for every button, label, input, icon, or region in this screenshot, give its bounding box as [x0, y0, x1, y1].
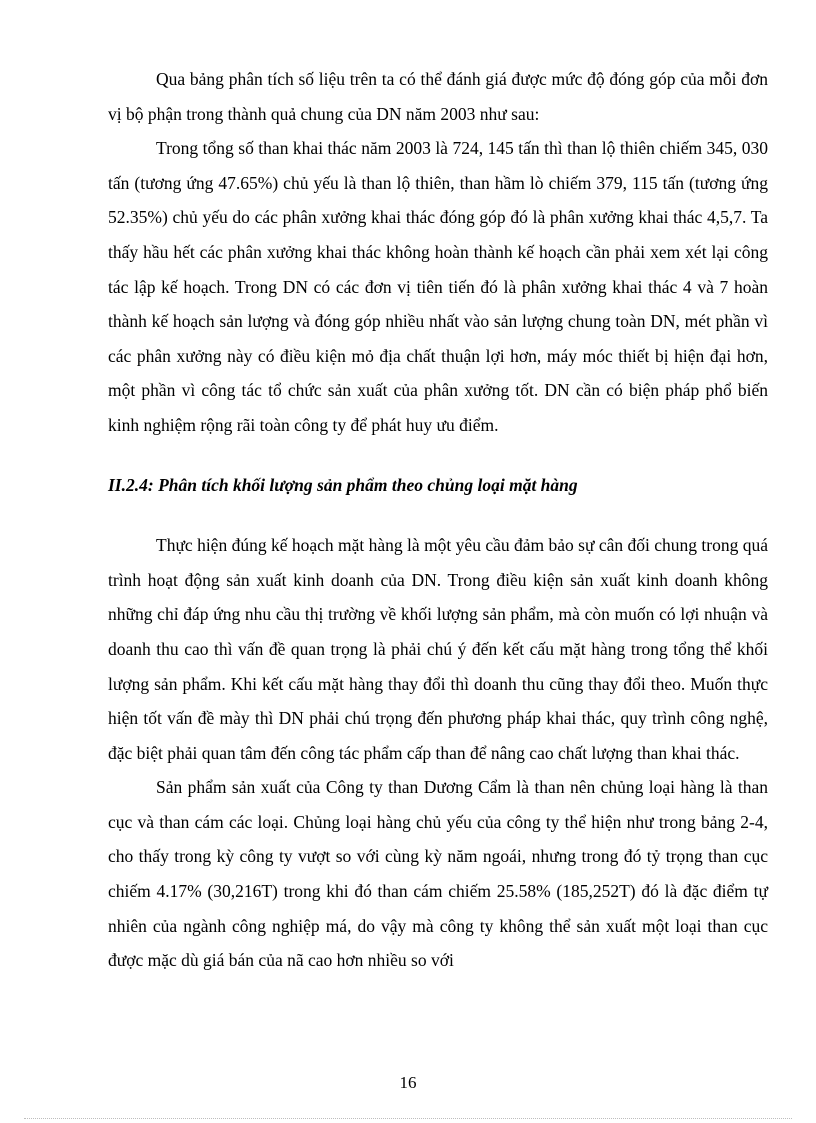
page-number: 16 — [399, 1073, 417, 1092]
section-heading: II.2.4: Phân tích khối lượng sản phẩm theo chủng loại mặt hàng — [108, 474, 578, 495]
body-paragraph: Thực hiện đúng kế hoạch mặt hàng là một yêu cầu đảm bảo sự cân đối chung trong quá trình hoạt động sản xuất kinh doanh của DN. Trong điều kiện sản xuất kinh doanh không những chỉ đáp ứng nhu cầu thị trường về khối lượng sản phẩm, mà còn muốn có lợi nhuận và doanh thu cao thì vấn đề quan trọng là phải chú ý đến kết cấu mặt hàng trong tổng thể khối lượng sản phẩm. Khi kết cấu mặt hàng thay đổi thì doanh thu cũng thay đổi theo. Muốn thực hiện tốt vấn đề mày thì DN phải chú trọng đến phương pháp khai thác, quy trình công nghệ, đặc biệt phải quan tâm đến công tác phẩm cấp than để nâng cao chất lượng than khai thác. — [108, 535, 768, 763]
page-bottom-divider — [24, 1118, 792, 1119]
body-paragraph: Sản phẩm sản xuất của Công ty than Dương Cẩm là than nên chủng loại hàng là than cục và than cám các loại. Chủng loại hàng chủ yếu của công ty thể hiện như trong bảng 2-4, cho thấy trong kỳ công ty vượt so với cùng kỳ năm ngoái, nhưng trong đó tỷ trọng than cục chiếm 4.17% (30,216T) trong khi đó than cám chiếm 25.58% (185,252T) đó là đặc điểm tự nhiên của ngành công nghiệp má, do vậy mà công ty không thể sản xuất một loại than cục được mặc dù giá bán của nã cao hơn nhiều so với — [108, 777, 768, 971]
document-page — [108, 62, 768, 978]
body-paragraph: Trong tổng số than khai thác năm 2003 là 724, 145 tấn thì than lộ thiên chiếm 345, 030 tấn (tương ứng 47.65%) chủ yếu là than lộ thiên, than hầm lò chiếm 379, 115 tấn (tương ứng 52.35%) chủ yếu do các phân xưởng khai thác đóng góp đó là phân xưởng khai thác 4,5,7. Ta thấy hầu hết các phân xưởng khai thác không hoàn thành kế hoạch cần phải xem xét lại công tác lập kế hoạch. Trong DN có các đơn vị tiên tiến đó là phân xưởng khai thác 4 và 7 hoàn thành kế hoạch sản lượng và đóng góp nhiều nhất vào sản lượng chung toàn DN, mét phần vì các phân xưởng này có điều kiện mỏ địa chất thuận lợi hơn, máy móc thiết bị hiện đại hơn, một phần vì công tác tổ chức sản xuất của phân xưởng tốt. DN cần có biện pháp phổ biến kinh nghiệm rộng rãi toàn công ty để phát huy ưu điểm. — [108, 138, 768, 435]
body-paragraph: Qua bảng phân tích số liệu trên ta có thể đánh giá được mức độ đóng góp của mỗi đơn vị bộ phận trong thành quả chung của DN năm 2003 như sau: — [108, 69, 768, 124]
